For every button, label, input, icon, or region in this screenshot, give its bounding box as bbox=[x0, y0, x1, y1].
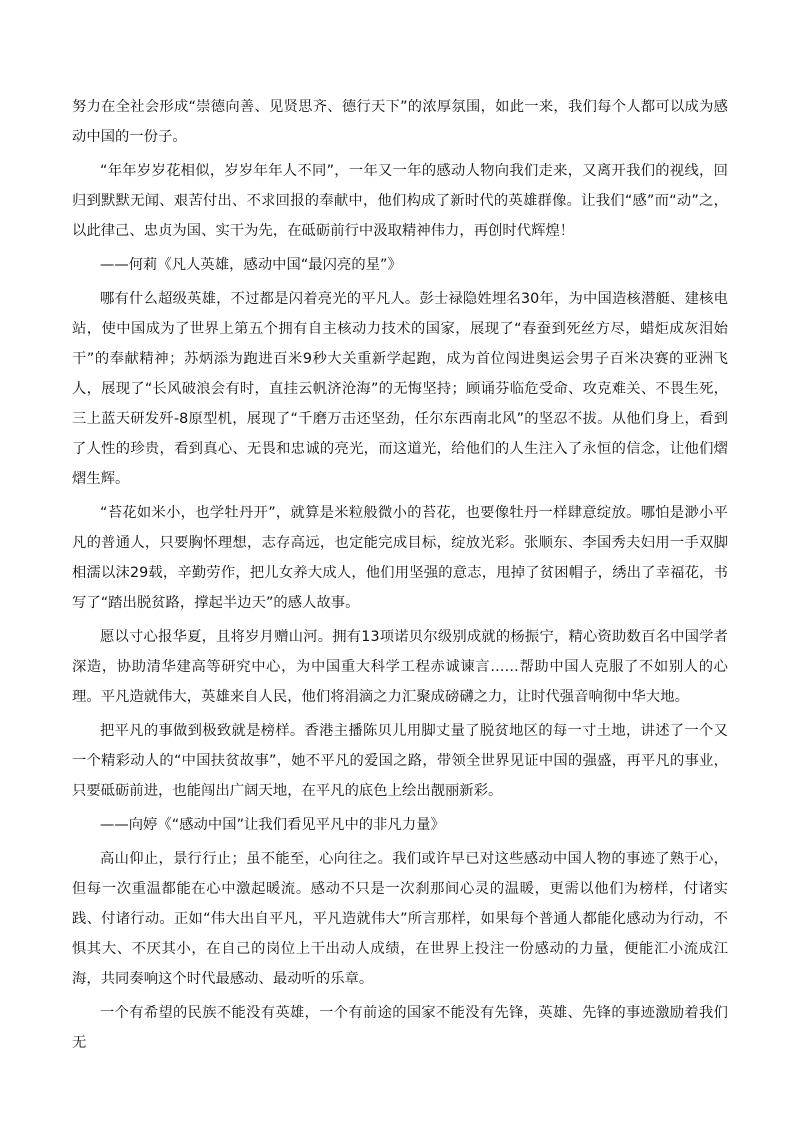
paragraph-4: “苔花如米小，也学牡丹开”，就算是米粒般微小的苔花，也要像牡丹一样肆意绽放。哪怕是渺小平凡的普通人，只要胸怀理想，志存高远，也定能完成目标，绽放光彩。张顺东、李国秀夫妇用一手双脚相濡以沫29载，辛勤劳作，把儿女养大成人，他们用坚强的意志，甩掉了贫困帽子，绣出了幸福花，书写了“踏出脱贫路，撑起半边天”的感人故事。 bbox=[72, 505, 728, 611]
paragraph-1: 努力在全社会形成“崇德向善、见贤思齐、德行天下”的浓厚氛围，如此一来，我们每个人都可以成为感动中国的一份子。 bbox=[72, 99, 728, 145]
document-page bbox=[72, 92, 728, 1062]
paragraph-5: 愿以寸心报华夏，且将岁月赠山河。拥有13项诺贝尔级别成就的杨振宁，精心资助数百名中国学者深造，协助清华建高等研究中心，为中国重大科学工程赤诚谏言……帮助中国人克服了不如别人的心理。平凡造就伟大，英雄来自人民，他们将涓滴之力汇聚成磅礴之力，让时代强音响彻中华大地。 bbox=[72, 629, 728, 705]
source-citation-1: ——何莉《凡人英雄，感动中国“最闪亮的星”》 bbox=[100, 257, 402, 273]
paragraph-8: 一个有希望的民族不能没有英雄，一个有前途的国家不能没有先锋，英雄、先锋的事迹激励着我们无 bbox=[72, 1005, 728, 1051]
paragraph-6: 把平凡的事做到极致就是榜样。香港主播陈贝儿用脚丈量了脱贫地区的每一寸土地，讲述了一个又一个精彩动人的“中国扶贫故事”，她不平凡的爱国之路，带领全世界见证中国的强盛，再平凡的事业，只要砥砺前进，也能闯出广阔天地，在平凡的底色上绘出靓丽新彩。 bbox=[72, 723, 728, 799]
paragraph-7: 高山仰止，景行行止；虽不能至，心向往之。我们或许早已对这些感动中国人物的事迹了熟于心，但每一次重温都能在心中激起暖流。感动不只是一次刹那间心灵的温暖，更需以他们为榜样，付诸实践、付诸行动。正如“伟大出自平凡，平凡造就伟大”所言那样，如果每个普通人都能化感动为行动，不惧其大、不厌其小，在自己的岗位上干出动人成绩，在世界上投注一份感动的力量，便能汇小流成江海，共同奏响这个时代最感动、最动听的乐章。 bbox=[72, 851, 728, 987]
paragraph-3: 哪有什么超级英雄，不过都是闪着亮光的平凡人。彭士禄隐姓埋名30年，为中国造核潜艇、建核电站，使中国成为了世界上第五个拥有自主核动力技术的国家，展现了“春蚕到死丝方尽，蜡炬成灰泪始干”的奉献精神；苏炳添为跑进百米9秒大关重新学起跑，成为首位闯进奥运会男子百米决赛的亚洲飞人，展现了“长风破浪会有时，直挂云帆济沧海”的无悔坚持；顾诵芬临危受命、攻克难关、不畏生死，三上蓝天研发歼-8原型机，展现了“千磨万击还坚劲，任尔东西南北风”的坚忍不拔。从他们身上，看到了人性的珍贵，看到真心、无畏和忠诚的亮光，而这道光，给他们的人生注入了永恒的信念，让他们熠熠生辉。 bbox=[72, 291, 728, 487]
source-citation-2: ——向婷《“感动中国”让我们看见平凡中的非凡力量》 bbox=[100, 817, 445, 833]
paragraph-2: “年年岁岁花相似，岁岁年年人不同”，一年又一年的感动人物向我们走来，又离开我们的视线，回归到默默无闻、艰苦付出、不求回报的奉献中，他们构成了新时代的英雄群像。让我们“感”而“动”之，以此律己、忠贞为国、实干为先，在砥砺前行中汲取精神伟力，再创时代辉煌！ bbox=[72, 163, 728, 239]
